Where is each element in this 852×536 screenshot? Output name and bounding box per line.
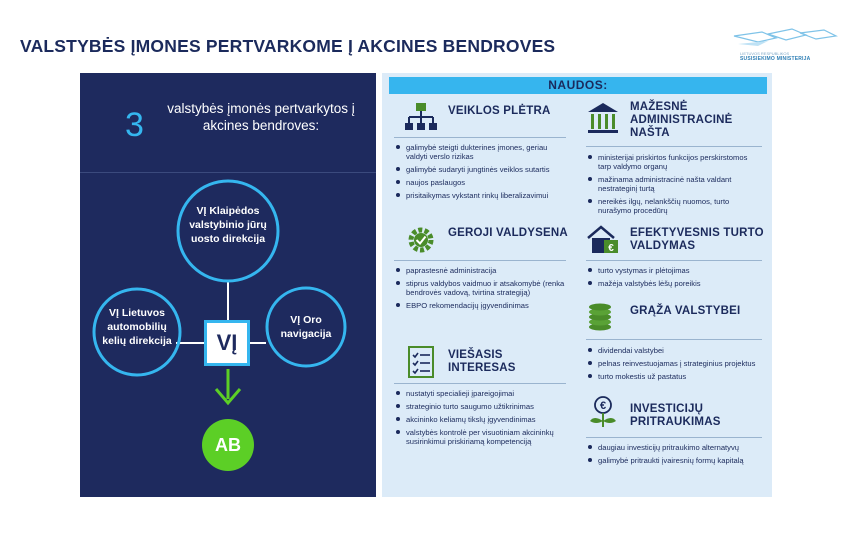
veiklos-title: VEIKLOS PLĖTRA: [448, 105, 551, 117]
gear-icon: [404, 223, 438, 257]
logo-country-label: LIETUVOS RESPUBLIKOS: [740, 51, 790, 56]
list-item: daugiau investicijų pritraukimo alternatyvų: [586, 443, 758, 452]
list-item: ministerijai priskirtos funkcijos perskirstomos tarp valdymo organų: [586, 153, 758, 171]
list-item: galimybė pritraukti įvairesnių formų kapitalą: [586, 456, 758, 465]
checklist-icon: [404, 345, 438, 379]
list-item: EBPO rekomendacijų įgyvendinimas: [394, 301, 566, 310]
company-count: 3: [125, 106, 144, 144]
turto-title: EFEKTYVESNIS TURTO VALDYMAS: [630, 227, 764, 252]
divider: [394, 137, 566, 138]
list-item: turto mokestis už pastatus: [586, 372, 758, 381]
list-item: pelnas reinvestuojamas į strateginius projektus: [586, 359, 758, 368]
circle-klaipeda-port: VĮ Klaipėdos valstybinio jūrų uosto direkcija: [189, 205, 267, 245]
euro-plant-icon: [586, 395, 620, 429]
house-money-icon: [586, 223, 620, 257]
list-item: galimybė sudaryti jungtinės veiklos sutartis: [394, 165, 566, 174]
svg-text:€: €: [608, 243, 614, 254]
state-enterprise-box: VĮ: [204, 320, 250, 366]
org-chart-icon: [404, 101, 438, 135]
list-item: stiprus valdybos vaidmuo ir atsakomybė (renka bendrovės vadovą, tvirtina strategiją): [394, 279, 566, 297]
circle-road-directorate: VĮ Lietuvos automobilių kelių direkcija: [102, 307, 172, 347]
geroji-title: GEROJI VALDYSENA: [448, 227, 568, 239]
divider: [586, 260, 762, 261]
list-item: prisitaikymas vykstant rinkų liberalizavimui: [394, 191, 566, 200]
list-item: nustatyti specialieji įpareigojimai: [394, 389, 566, 398]
divider: [394, 260, 566, 261]
list-item: dividendai valstybei: [586, 346, 758, 355]
divider: [586, 146, 762, 147]
geroji-list: [394, 266, 566, 314]
list-item: galimybė steigti dukterines įmones, geriau valdyti verslo rizikas: [394, 143, 566, 161]
logo-ministry-label: SUSISIEKIMO MINISTERIJA: [740, 56, 811, 62]
nasta-list: [586, 153, 758, 219]
list-item: naujos paslaugos: [394, 178, 566, 187]
government-building-icon: [586, 101, 620, 135]
page-title: VALSTYBĖS ĮMONES PERTVARKOME Į AKCINES BENDROVES: [20, 36, 556, 56]
list-item: turto vystymas ir plėtojimas: [586, 266, 758, 275]
joint-stock-company-badge: AB: [202, 419, 254, 471]
list-item: mažėja valstybės lėšų poreikis: [586, 279, 758, 288]
benefits-header: NAUDOS:: [389, 77, 767, 94]
graza-list: [586, 346, 758, 385]
list-item: paprastesnė administracija: [394, 266, 566, 275]
viesasis-list: [394, 389, 566, 450]
graza-title: GRĄŽA VALSTYBEI: [630, 305, 741, 317]
benefits-panel: [382, 73, 772, 497]
investiciju-list: [586, 443, 758, 469]
veiklos-list: [394, 143, 566, 204]
list-item: strateginio turto saugumo užtikrinimas: [394, 402, 566, 411]
nasta-title: MAŽESNĖ ADMINISTRACINĖ NAŠTA: [630, 101, 733, 139]
list-item: akcininko keliamų tikslų įgyvendinimas: [394, 415, 566, 424]
list-item: valstybės kontrolė per visuotiniam akcininkų susirinkimui priskiriamą kompetenciją: [394, 428, 566, 446]
conversion-intro: valstybės įmonės pertvarkytos į akcines bendroves:: [167, 101, 355, 133]
divider: [394, 383, 566, 384]
circle-air-navigation: VĮ Oro navigacija: [280, 314, 332, 340]
list-item: mažinama administracinė našta valdant nestrateginį turtą: [586, 175, 758, 193]
coins-icon: [586, 299, 620, 333]
svg-text:€: €: [599, 400, 607, 412]
viesasis-title: VIEŠASIS INTERESAS: [448, 349, 516, 374]
divider: [586, 437, 762, 438]
investiciju-title: INVESTICIJŲ PRITRAUKIMAS: [630, 403, 721, 428]
list-item: nereikės ilgų, nelankščių nuomos, turto nurašymo procedūrų: [586, 197, 758, 215]
divider: [586, 339, 762, 340]
conversion-panel: [80, 73, 376, 497]
turto-list: [586, 266, 758, 292]
